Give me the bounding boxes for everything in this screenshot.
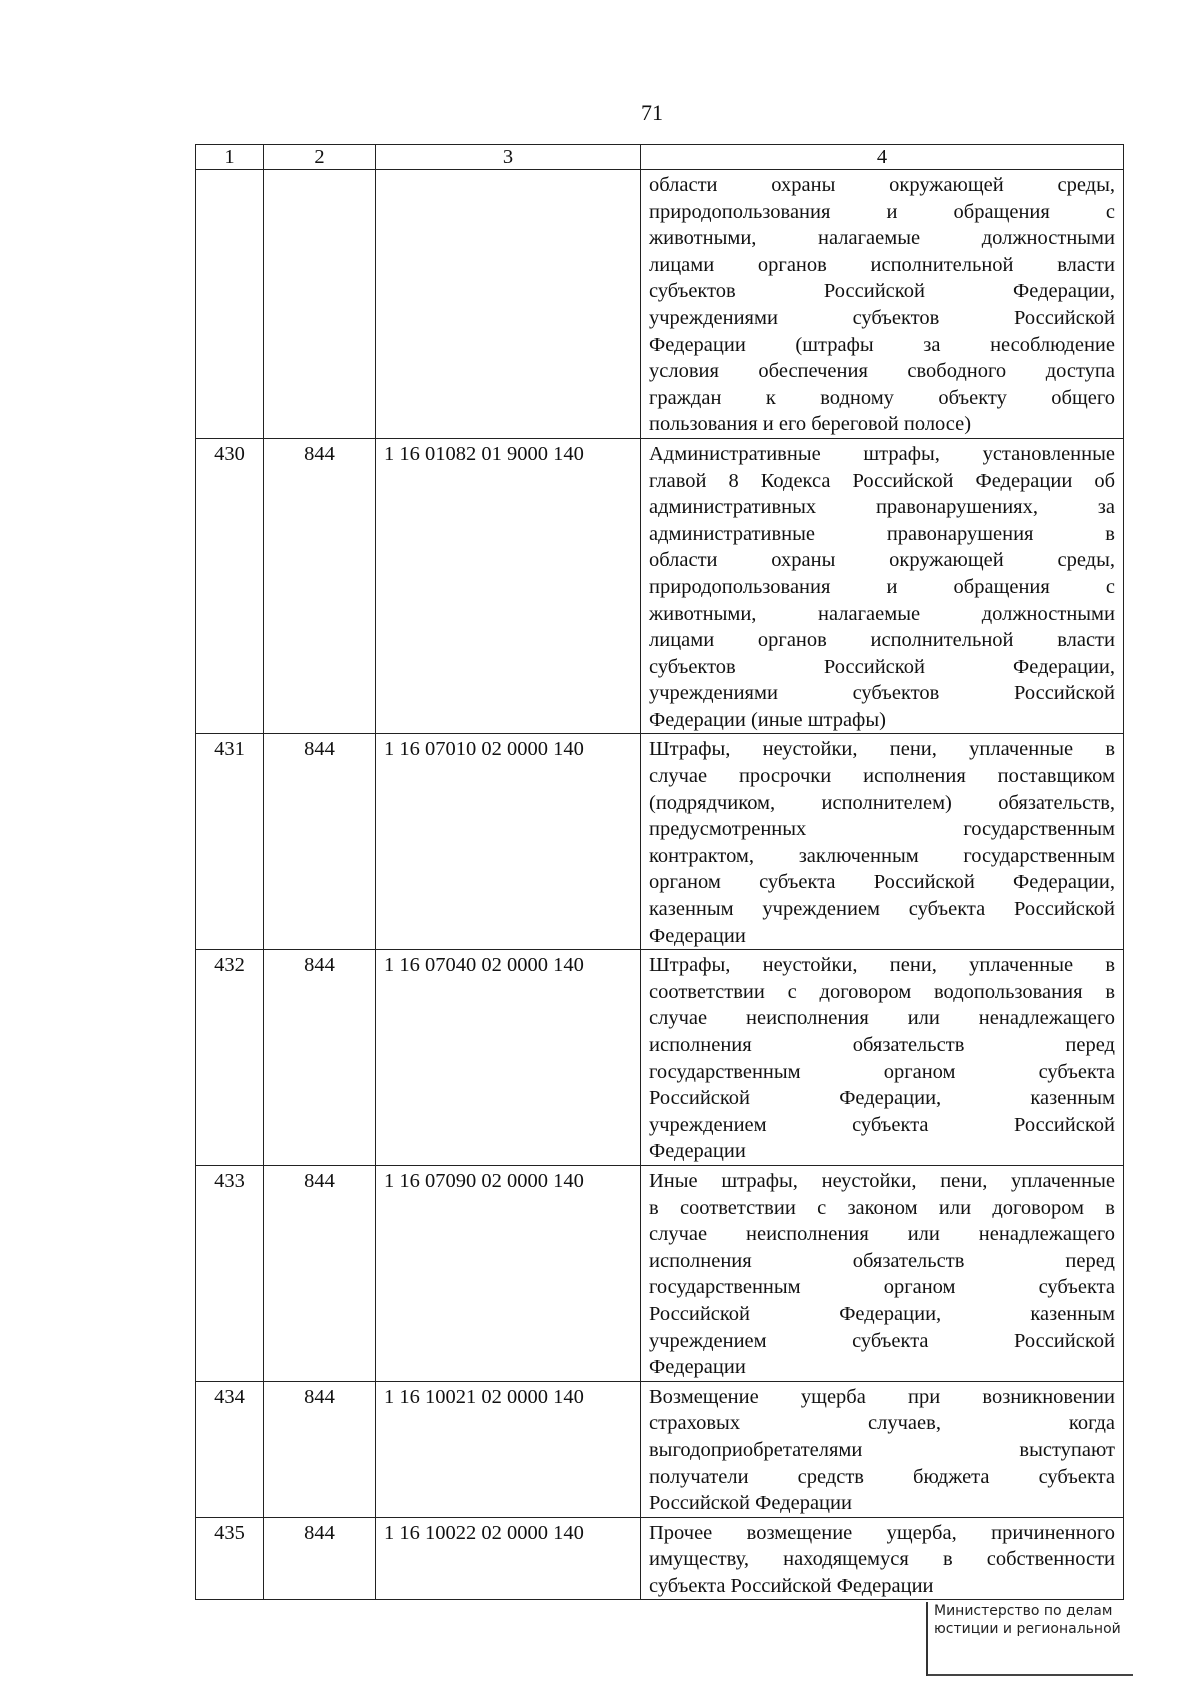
cell-admin: 844 [264,1517,376,1600]
description-line: субъектов Российской Федерации, [649,280,1115,303]
description-line: административные правонарушения в [649,522,1115,545]
description-line: Федерации [649,1140,746,1163]
table-header-row [196,145,1124,170]
description-line: казенным учреждением субъекта Российской [649,898,1115,921]
cell-description [641,438,1124,734]
description-line: природопользования и обращения с [649,200,1115,223]
cell-description [641,170,1124,439]
cell-code: 1 16 07040 02 0000 140 [376,950,641,1166]
cell-code: 1 16 10021 02 0000 140 [376,1381,641,1517]
continuation-row [196,170,1124,439]
cell-num: 430 [196,438,264,734]
cell-num: 432 [196,950,264,1166]
description-line: субъектов Российской Федерации, [649,655,1115,678]
registration-stamp [926,1602,1136,1676]
cell-description [641,950,1124,1166]
description-line: страховых случаев, когда [649,1412,1115,1435]
cell-num: 433 [196,1165,264,1381]
stamp-line-2: юстиции и региональной [934,1621,1121,1637]
description-line: Прочее возмещение ущерба, причиненного [649,1521,1115,1544]
description-line: животными, налагаемые должностными [649,227,1115,250]
description-line: органом субъекта Российской Федерации, [649,871,1115,894]
description-line: Российской Федерации [649,1492,852,1515]
table-row [196,734,1124,950]
description-line: учреждениями субъектов Российской [649,682,1115,705]
header-col-4: 4 [641,145,1124,170]
table-row [196,950,1124,1166]
description-line: природопользования и обращения с [649,575,1115,598]
description-line: контрактом, заключенным государственным [649,844,1115,867]
description-line: случае неисполнения или ненадлежащего [649,1223,1115,1246]
description-line: соответствии с договором водопользования в [649,980,1115,1003]
cell-admin: 844 [264,1165,376,1381]
description-line: имуществу, находящемуся в собственности [649,1548,1115,1571]
cell-description [641,1381,1124,1517]
description-line: лицами органов исполнительной власти [649,253,1115,276]
cell-description [641,734,1124,950]
description-line: учреждением субъекта Российской [649,1329,1115,1352]
description-line: Возмещение ущерба при возникновении [649,1385,1115,1408]
table-row [196,1381,1124,1517]
description-line: Административные штрафы, установленные [649,442,1115,465]
description-line: Штрафы, неустойки, пени, уплаченные в [649,954,1115,977]
description-line: случае неисполнения или ненадлежащего [649,1007,1115,1030]
budget-codes-table [195,144,1124,1600]
description-line: области охраны окружающей среды, [649,174,1115,196]
description-line: (подрядчиком, исполнителем) обязательств, [649,791,1115,814]
description-line: условия обеспечения свободного доступа [649,360,1115,383]
cell-code [376,170,641,439]
cell-num: 435 [196,1517,264,1600]
cell-num [196,170,264,439]
cell-code: 1 16 01082 01 9000 140 [376,438,641,734]
description-line: Иные штрафы, неустойки, пени, уплаченные [649,1169,1115,1192]
cell-admin: 844 [264,734,376,950]
stamp-line-1: Министерство по делам [934,1603,1113,1619]
cell-admin: 844 [264,950,376,1166]
description-line: главой 8 Кодекса Российской Федерации об [649,469,1115,492]
header-col-1: 1 [196,145,264,170]
description-line: в соответствии с законом или договором в [649,1196,1115,1219]
description-line: исполнения обязательств перед [649,1034,1115,1056]
description-line: субъекта Российской Федерации [649,1574,934,1597]
description-line: Российской Федерации, казенным [649,1302,1115,1325]
cell-code: 1 16 10022 02 0000 140 [376,1517,641,1600]
description-line: Федерации [649,924,746,947]
table-row [196,1165,1124,1381]
description-line: случае просрочки исполнения поставщиком [649,765,1115,788]
cell-code: 1 16 07090 02 0000 140 [376,1165,641,1381]
description-line: получатели средств бюджета субъекта [649,1465,1115,1488]
cell-admin [264,170,376,439]
cell-description [641,1517,1124,1600]
cell-code: 1 16 07010 02 0000 140 [376,734,641,950]
description-line: исполнения обязательств перед [649,1249,1115,1272]
description-line: государственным органом субъекта [649,1276,1115,1299]
cell-num: 431 [196,734,264,950]
description-line: административных правонарушениях, за [649,496,1115,519]
cell-admin: 844 [264,438,376,734]
table-row [196,1517,1124,1600]
description-line: животными, налагаемые должностными [649,602,1115,625]
description-line: Федерации (иные штрафы) [649,708,886,731]
description-line: Штрафы, неустойки, пени, уплаченные в [649,738,1115,761]
cell-description [641,1165,1124,1381]
header-col-2: 2 [264,145,376,170]
description-line: предусмотренных государственным [649,818,1115,841]
header-col-3: 3 [376,145,641,170]
table-row [196,438,1124,734]
description-line: государственным органом субъекта [649,1060,1115,1083]
description-line: Федерации (штрафы за несоблюдение [649,333,1115,356]
description-line: учреждениями субъектов Российской [649,306,1115,329]
cell-admin: 844 [264,1381,376,1517]
description-line: Российской Федерации, казенным [649,1087,1115,1110]
description-line: области охраны окружающей среды, [649,549,1115,572]
description-line: лицами органов исполнительной власти [649,629,1115,652]
description-line: выгодоприобретателями выступают [649,1438,1115,1461]
description-line: граждан к водному объекту общего [649,386,1115,409]
description-line: пользования и его береговой полосе) [649,413,972,436]
description-line: учреждением субъекта Российской [649,1113,1115,1136]
description-line: Федерации [649,1356,746,1379]
stamp-rule [928,1674,1133,1676]
cell-num: 434 [196,1381,264,1517]
